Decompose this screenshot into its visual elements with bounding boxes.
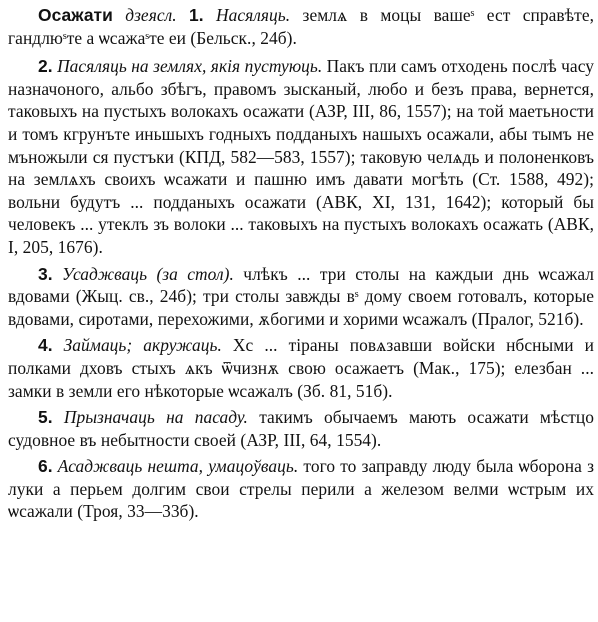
sense-number: 6.	[38, 456, 53, 477]
sense-text: члѣкъ ... три столы на каждыи днь ѡсажал вдовами (Жыц. св., 24б); три столы завжды вˢ дому своем готовалъ, которые вдовами, сиротами, перехожими, ѫбогими и хорими ѡсажалъ (Пралог, 521б).	[8, 263, 594, 329]
sense-text: землѧ в моцы вашеˢ ест справѣте, гандлюˢте а ѡсажаˢте еи (Бельск., 24б).	[8, 5, 594, 48]
sense-5	[8, 406, 594, 451]
sense-text: такимъ обычаемъ мають осажати мѣстцо судовное въ небытности своей (АЗР, III, 64, 1554).	[8, 407, 594, 450]
sense-gloss: Займаць; акружаць.	[63, 335, 222, 356]
sense-gloss: Асаджваць нешта, умацоўваць.	[57, 456, 299, 477]
sense-2	[8, 55, 594, 258]
sense-4	[8, 334, 594, 402]
sense-number: 3.	[38, 263, 53, 284]
sense-gloss: Пасяляць на землях, якія пустуюць.	[57, 56, 323, 77]
sense-number: 4.	[38, 335, 53, 356]
sense-gloss: Насяляць.	[216, 5, 291, 25]
sense-number: 1.	[189, 5, 204, 25]
sense-gloss: Усаджваць (за стол).	[62, 263, 234, 284]
sense-gloss: Прызначаць на пасаду.	[63, 407, 248, 428]
sense-1	[8, 4, 594, 49]
part-of-speech: дзеясл.	[125, 5, 177, 25]
sense-text: того то заправду люду была ѡборона з луки а перьем долгим свои стрелы перили а железом велми ѡстрым их ѡсажали (Троя, 33—33б).	[8, 456, 594, 522]
headword: Осажати	[38, 5, 113, 25]
sense-text: Пакъ пли самъ отходень послѣ часу назначоного, альбо збѣгъ, правомъ зысканый, любо и безъ права, вернется, таковыхъ на пустыхъ волокахъ осажати (АЗР, III, 86, 1557); на той маетьности и томъ кгрунъте иньшыхъ годныхъ подданыхъ нашыхъ осажали, абы тымъ не мъножыли ся пустъки (КПД, 582—583, 1557); таковую челѧдь и полоненковъ на землѧхъ своихъ ѡсажати и пашню имъ давати могѣть (Ст. 1588, 492); вольни будутъ ... подданыхъ осажати (АВК, XI, 131, 1642); который бы человекъ ... утеклъ зъ волоки ... таковыхъ на пустыхъ волокахъ осажать (АВК, I, 205, 1676).	[8, 56, 594, 257]
sense-text: Хс ... тіраны повѧзавши войски нбсными и полками дховъ стыхъ ѧкъ ѿчизнѫ свою осажаетъ (Мак., 175); елезбан ... замки в земли его нѣкоторые ѡсажалъ (Зб. 81, 51б).	[8, 335, 594, 401]
sense-number: 5.	[38, 407, 53, 428]
dictionary-entry	[8, 4, 594, 527]
sense-6	[8, 455, 594, 523]
sense-number: 2.	[38, 56, 53, 77]
sense-3	[8, 263, 594, 331]
